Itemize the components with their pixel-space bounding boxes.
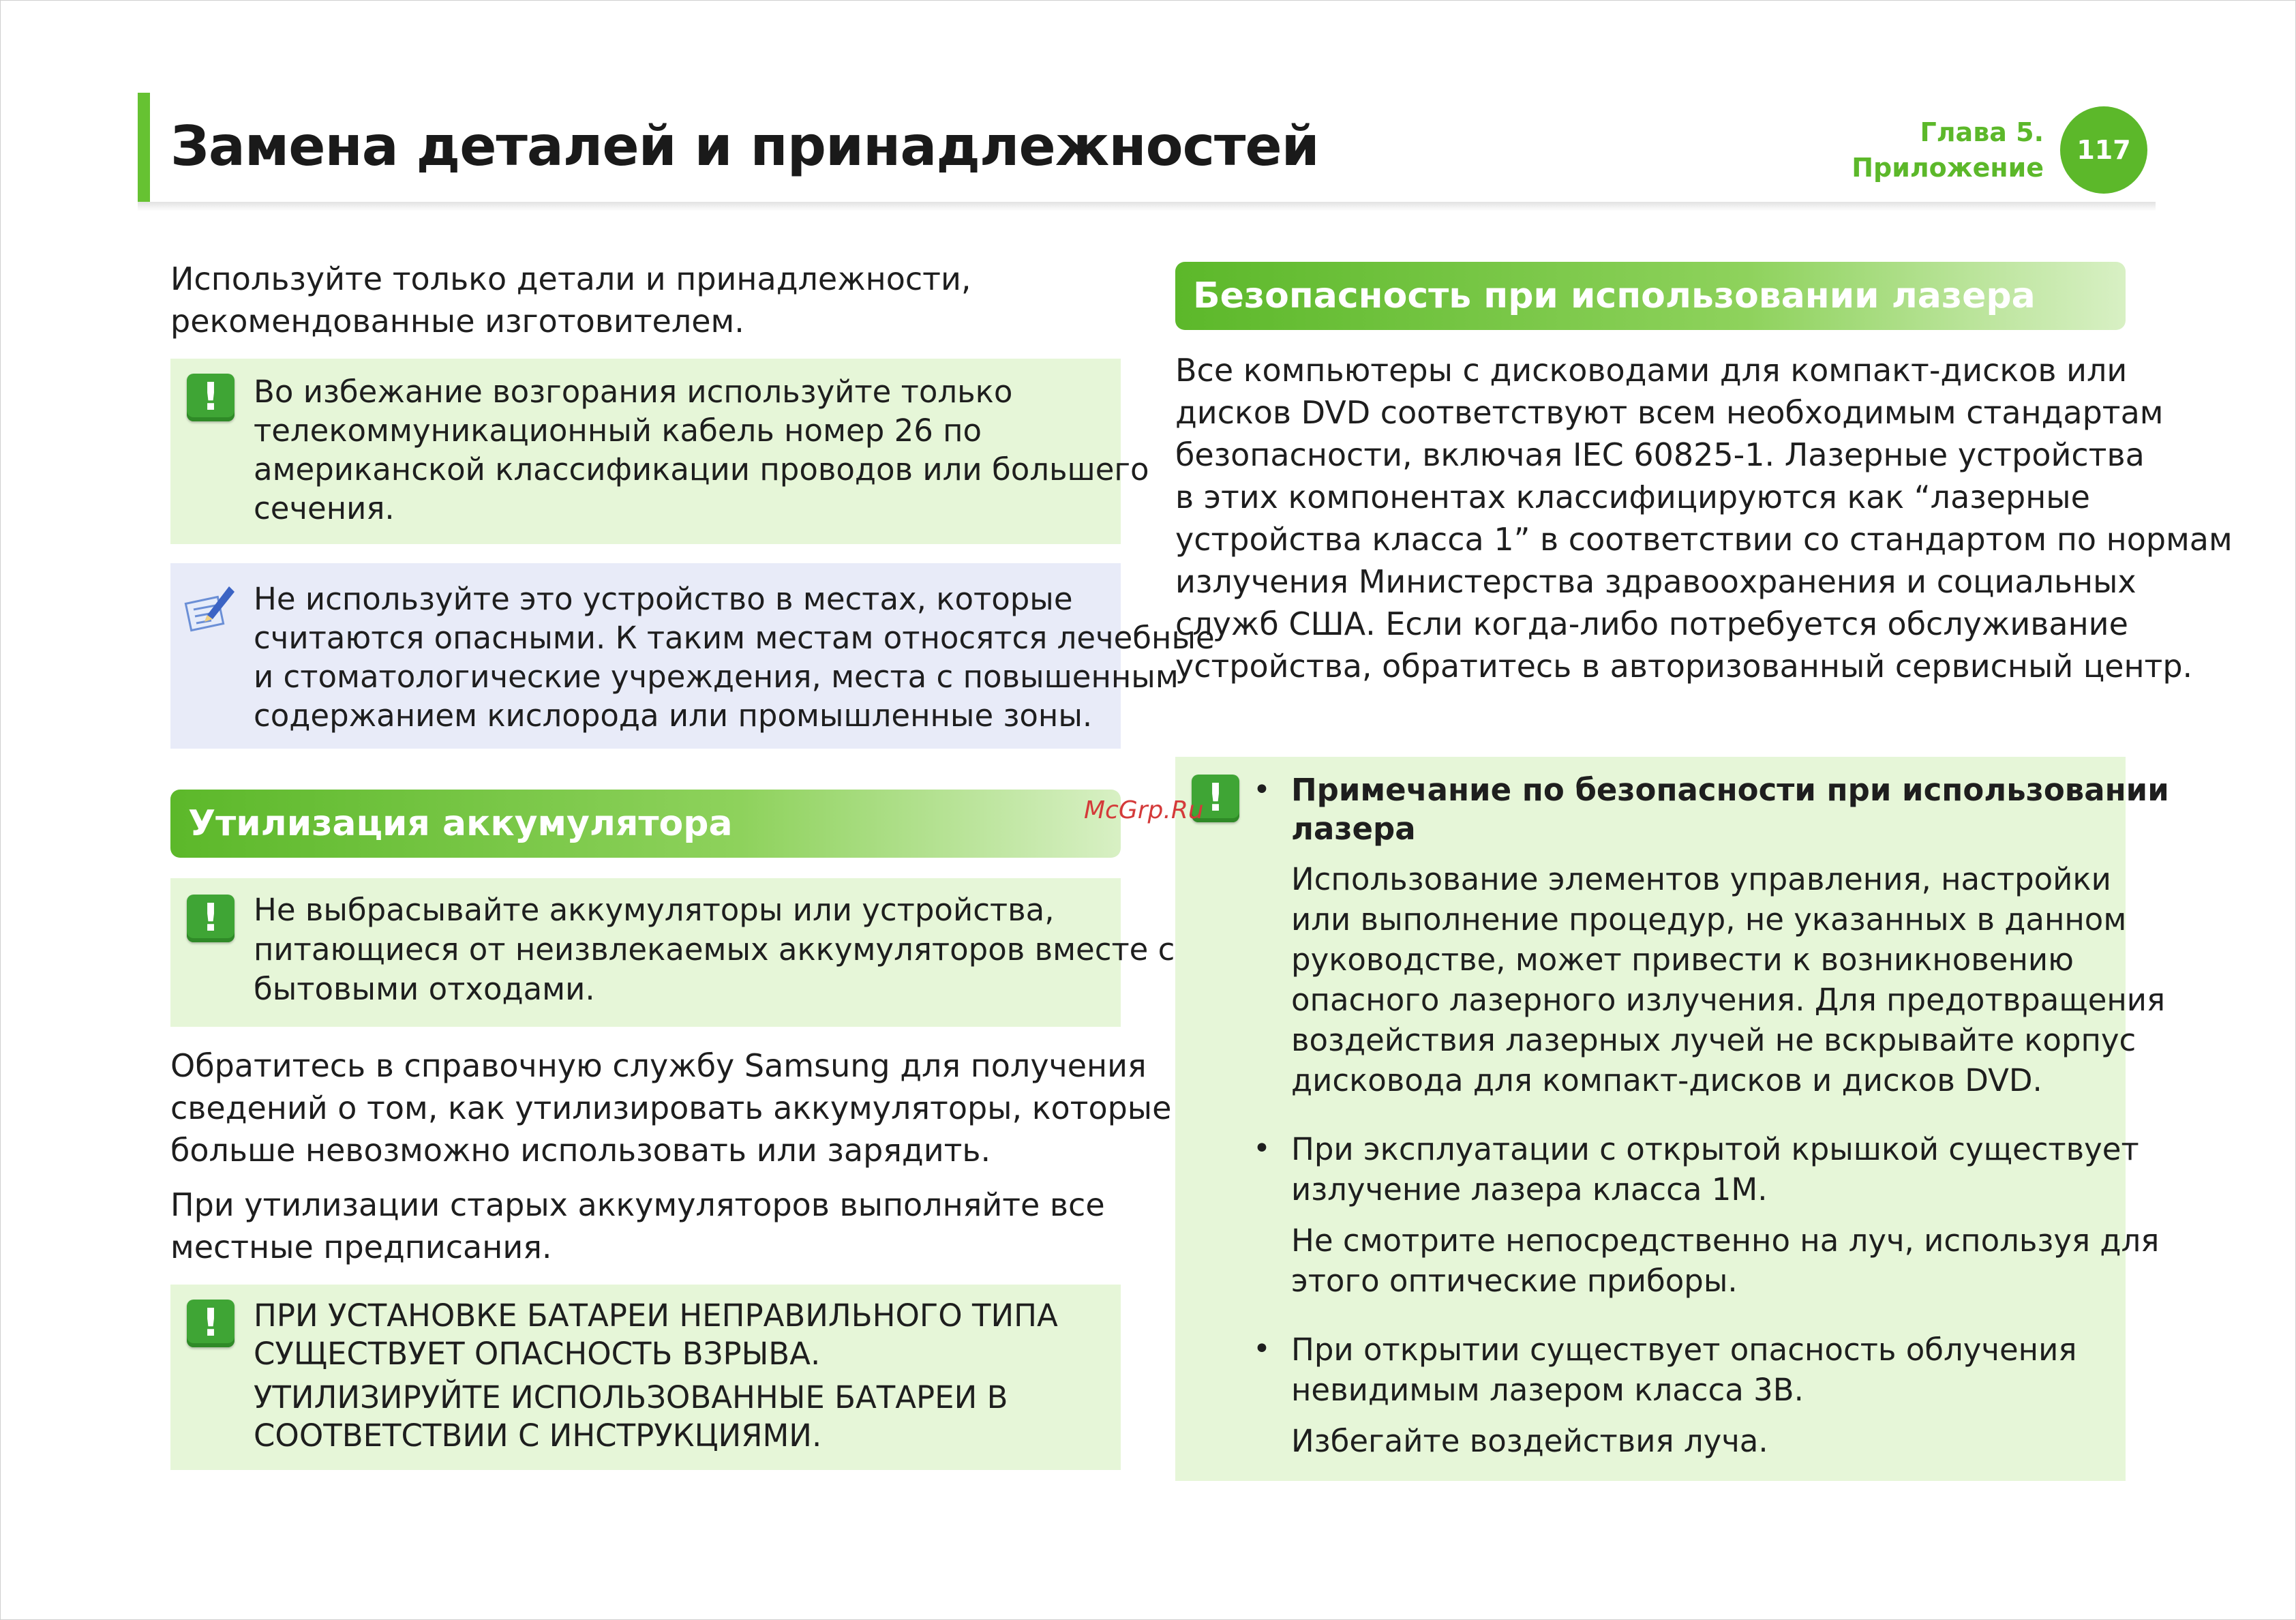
battery-local-rules-paragraph: При утилизации старых аккумуляторов выполняйте все местные предписания. bbox=[170, 1186, 1105, 1265]
laser-compliance-paragraph: Все компьютеры с дисководами для компакт-дисков или дисков DVD соответствуют всем необходимым стандартам безопасности, включая IEC 60825-1. Лазерные устройства в этих компонентах классифицируются как “лазерные устройства класса 1” в соответствии со стандартом по нормам излучения Министерства здравоохранения и социальных служб США. Если когда-либо потребуется обслуживание устройства, обратитесь в авторизованный сервисный центр. bbox=[1175, 352, 2233, 685]
warning-text-battery-disposal: Не выбрасывайте аккумуляторы или устройства, питающиеся от неизвлекаемых аккумуляторов вместе с бытовыми отходами. bbox=[254, 892, 1175, 1007]
section-header-laser: Безопасность при использовании лазера bbox=[1175, 262, 2126, 330]
note-box-hazard bbox=[170, 563, 1215, 749]
watermark-text: McGrp.Ru bbox=[1084, 796, 1204, 824]
note-text-hazard: Не используйте это устройство в местах, которые считаются опасными. К таким местам относятся лечебные и стоматологические учреждения, места с повышенным содержанием кислорода или промышленные зоны. bbox=[254, 581, 1215, 734]
bullet-dot: • bbox=[1253, 1131, 1271, 1166]
warning-box-battery-type bbox=[170, 1285, 1121, 1470]
warning-box-battery-disposal bbox=[170, 878, 1175, 1027]
warning-exclamation-icon: ! bbox=[1192, 775, 1239, 822]
title-accent-bar bbox=[138, 93, 150, 203]
chapter-name: Приложение bbox=[1852, 153, 2044, 183]
warning-exclamation-icon: ! bbox=[187, 374, 235, 421]
page-title: Замена деталей и принадлежностей bbox=[170, 115, 1319, 178]
warning-exclamation-icon: ! bbox=[187, 1300, 235, 1347]
warning-box-cable bbox=[170, 359, 1149, 544]
chapter-label bbox=[1852, 115, 2044, 185]
warning-exclamation-icon: ! bbox=[187, 895, 235, 942]
header-divider bbox=[138, 202, 2156, 211]
page-number-badge: 117 bbox=[2060, 106, 2147, 194]
bullet-dot: • bbox=[1253, 772, 1271, 807]
battery-service-paragraph: Обратитесь в справочную службу Samsung для получения сведений о том, как утилизировать аккумуляторы, которые больше невозможно использовать или зарядить. bbox=[170, 1047, 1172, 1169]
bullet-dot: • bbox=[1253, 1332, 1271, 1366]
warning-text-battery-type: ПРИ УСТАНОВКЕ БАТАРЕИ НЕПРАВИЛЬНОГО ТИПА СУЩЕСТВУЕТ ОПАСНОСТЬ ВЗРЫВА. УТИЛИЗИРУЙТЕ ИСПОЛЬЗОВАННЫЕ БАТАРЕИ В СООТВЕТСТВИИ С ИНСТРУКЦИЯМИ. bbox=[254, 1298, 1058, 1454]
warning-text-cable: Во избежание возгорания используйте только телекоммуникационный кабель номер 26 по американской классификации проводов или большего сечения. bbox=[254, 374, 1149, 526]
intro-text: Используйте только детали и принадлежности, рекомендованные изготовителем. bbox=[170, 260, 971, 340]
note-pencil-icon bbox=[184, 580, 239, 634]
warning-box-laser: ! • Примечание по безопасности при использовании лазера Использование элементов управления, настройки или выполнение процедур, не указанных в данном руководстве, может привести к возникновению опасного лазерного излучения. Для предотвращения воздействия лазерных лучей не вскрывайте корпус дисковода для компакт-дисков и дисков DVD. • При эксплуатации с открытой крышкой существует излучение лазера класса 1M. Не смотрите непосредственно на луч, используя для этого оптические приборы. • При открытии существует опасность облучения невидимым лазером класса 3B. Избегайте воздействия луча. bbox=[1175, 757, 2126, 1481]
section-header-battery: Утилизация аккумулятора bbox=[170, 790, 1121, 858]
chapter-number: Глава 5. bbox=[1920, 117, 2044, 147]
